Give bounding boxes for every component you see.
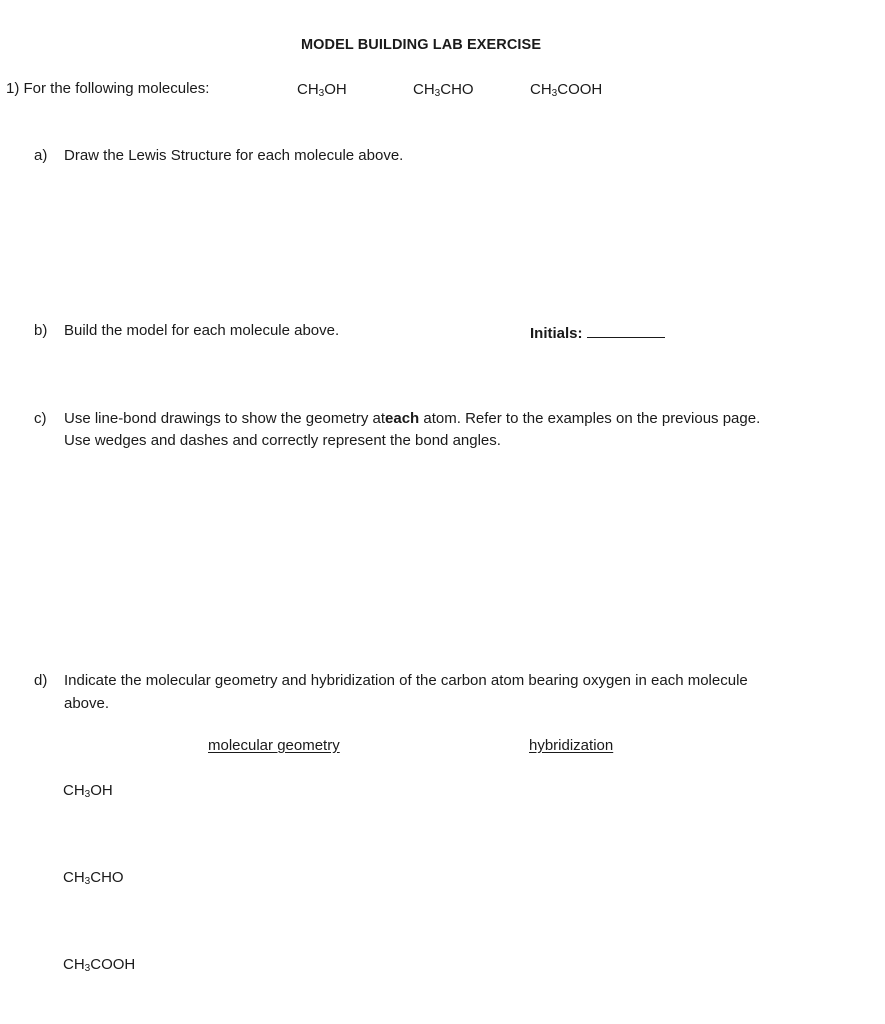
column-header-molecular-geometry: molecular geometry [208, 737, 340, 754]
part-c-line-2: Use wedges and dashes and correctly represent the bond angles. [64, 432, 501, 449]
part-d-line-2: above. [64, 695, 110, 712]
initials-blank-line [587, 323, 665, 338]
part-d-letter: d) [34, 672, 48, 689]
question-1-label: 1) For the following molecules: [6, 80, 210, 97]
initials-label: Initials: [530, 325, 583, 342]
part-a-letter: a) [34, 147, 48, 164]
molecule-acetic-acid: $CH_3COOH$ [530, 81, 603, 99]
table-row-acetic-acid: $CH_3COOH$ [63, 956, 136, 974]
initials-field [530, 323, 665, 342]
molecule-acetaldehyde: $CH_3CHO$ [413, 81, 474, 99]
table-row-methanol: $CH_3OH$ [63, 782, 113, 800]
part-b [34, 322, 339, 339]
part-c-text: Use line-bond drawings to show the geometry ateach atom. Refer to the examples on the previous page. [64, 410, 761, 427]
part-a [34, 147, 403, 164]
table-row-acetaldehyde: $CH_3CHO$ [63, 869, 124, 887]
part-d-text: Indicate the molecular geometry and hybridization of the carbon atom bearing oxygen in each molecule [64, 672, 748, 689]
column-header-hybridization: hybridization [529, 737, 614, 754]
part-c [34, 410, 760, 427]
part-b-letter: b) [34, 322, 48, 339]
part-b-text: Build the model for each molecule above. [64, 322, 340, 339]
molecule-methanol: $CH_3OH$ [297, 81, 347, 99]
page-title: MODEL BUILDING LAB EXERCISE [301, 37, 542, 53]
part-d [34, 672, 748, 689]
part-a-text: Draw the Lewis Structure for each molecule above. [64, 147, 404, 164]
part-c-letter: c) [34, 410, 47, 427]
